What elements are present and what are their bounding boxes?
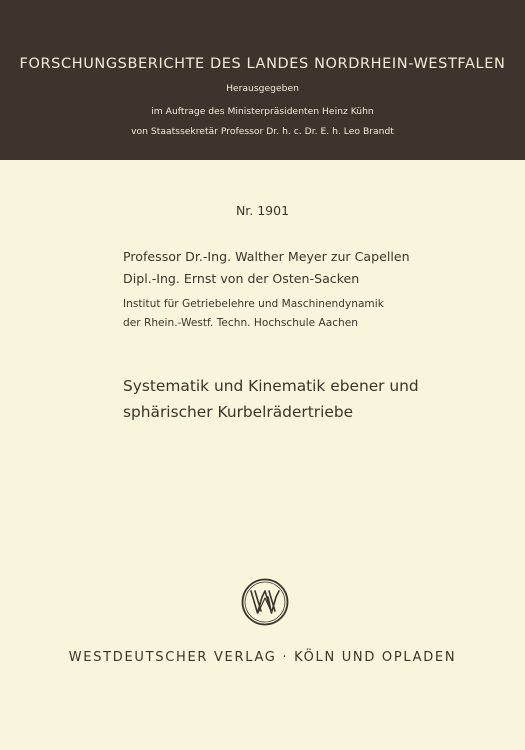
commission-line: im Auftrage des Ministerpräsidenten Heinz Kühn <box>151 106 374 117</box>
issue-number: Nr. 1901 <box>235 203 290 218</box>
institute <box>123 295 384 333</box>
author-1: Professor Dr.-Ing. Walther Meyer zur Capellen <box>123 249 410 264</box>
title-line-1: Systematik und Kinematik ebener und <box>123 377 419 395</box>
publisher-line: WESTDEUTSCHER VERLAG · KÖLN UND OPLADEN <box>68 650 457 665</box>
institute-line-2: der Rhein.-Westf. Techn. Hochschule Aachen <box>123 317 358 329</box>
authors <box>123 246 410 290</box>
series-title: FORSCHUNGSBERICHTE DES LANDES NORDRHEIN-WESTFALEN <box>19 56 506 72</box>
editor-name-line: von Staatssekretär Professor Dr. h. c. Dr. E. h. Leo Brandt <box>131 126 394 137</box>
author-2: Dipl.-Ing. Ernst von der Osten-Sacken <box>123 271 360 286</box>
wv-publisher-logo-icon <box>241 578 289 626</box>
editor-label: Herausgegeben <box>226 83 299 94</box>
institute-line-1: Institut für Getriebelehre und Maschinendynamik <box>123 298 384 310</box>
title-line-2: sphärischer Kurbelrädertriebe <box>123 403 354 421</box>
book-title <box>123 373 419 425</box>
header-band <box>0 0 525 160</box>
